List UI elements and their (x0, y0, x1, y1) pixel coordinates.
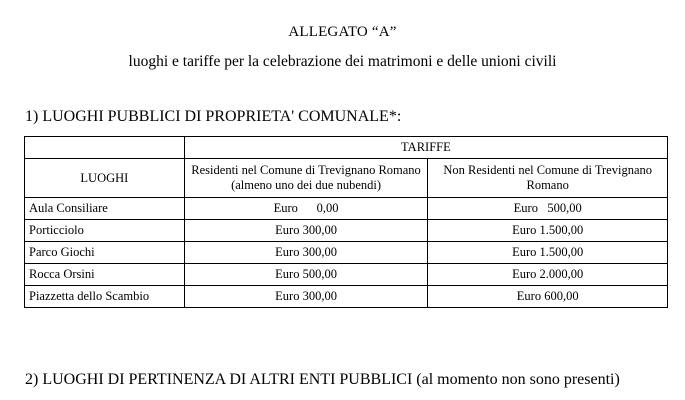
nonresidents-price-cell (428, 198, 668, 220)
place-cell: Parco Giochi (25, 242, 185, 264)
column-header-residents: Residenti nel Comune di Trevignano Romano (almeno uno dei due nubendi) (184, 159, 428, 198)
document-subtitle: luoghi e tariffe per la celebrazione dei matrimoni e delle unioni civili (128, 53, 557, 70)
table-row (25, 242, 668, 264)
nonresidents-price-cell: Euro 1.500,00 (428, 220, 668, 242)
residents-price: Euro 0,00 (273, 201, 339, 215)
nonresidents-price-cell: Euro 2.000,00 (428, 264, 668, 286)
place-cell: Piazzetta dello Scambio (25, 286, 185, 308)
nonresidents-price-cell: Euro 1.500,00 (428, 242, 668, 264)
column-header-nonresidents: Non Residenti nel Comune di Trevignano Romano (428, 159, 668, 198)
table-row (25, 264, 668, 286)
place-cell: Aula Consiliare (25, 198, 185, 220)
place-cell: Rocca Orsini (25, 264, 185, 286)
section-2-heading: 2) LUOGHI DI PERTINENZA DI ALTRI ENTI PUBBLICI (al momento non sono presenti) (25, 371, 620, 388)
residents-price-cell: Euro 300,00 (184, 220, 428, 242)
column-header-places: LUOGHI (25, 159, 185, 198)
table-empty-cell (25, 137, 185, 159)
table-row (25, 220, 668, 242)
tariff-table (24, 136, 668, 308)
nonresidents-price: Euro 500,00 (513, 201, 582, 215)
residents-price-cell: Euro 300,00 (184, 242, 428, 264)
place-cell: Porticciolo (25, 220, 185, 242)
section-1-heading: 1) LUOGHI PUBBLICI DI PROPRIETA' COMUNALE*: (25, 108, 402, 125)
table-column-header-row (25, 159, 668, 198)
tariffe-header: TARIFFE (184, 137, 667, 159)
residents-price-cell: Euro 300,00 (184, 286, 428, 308)
residents-price-cell: Euro 500,00 (184, 264, 428, 286)
document-title: ALLEGATO “A” (288, 24, 397, 40)
table-group-header-row (25, 137, 668, 159)
residents-price-cell (184, 198, 428, 220)
nonresidents-price-cell: Euro 600,00 (428, 286, 668, 308)
table-row (25, 198, 668, 220)
table-row (25, 286, 668, 308)
